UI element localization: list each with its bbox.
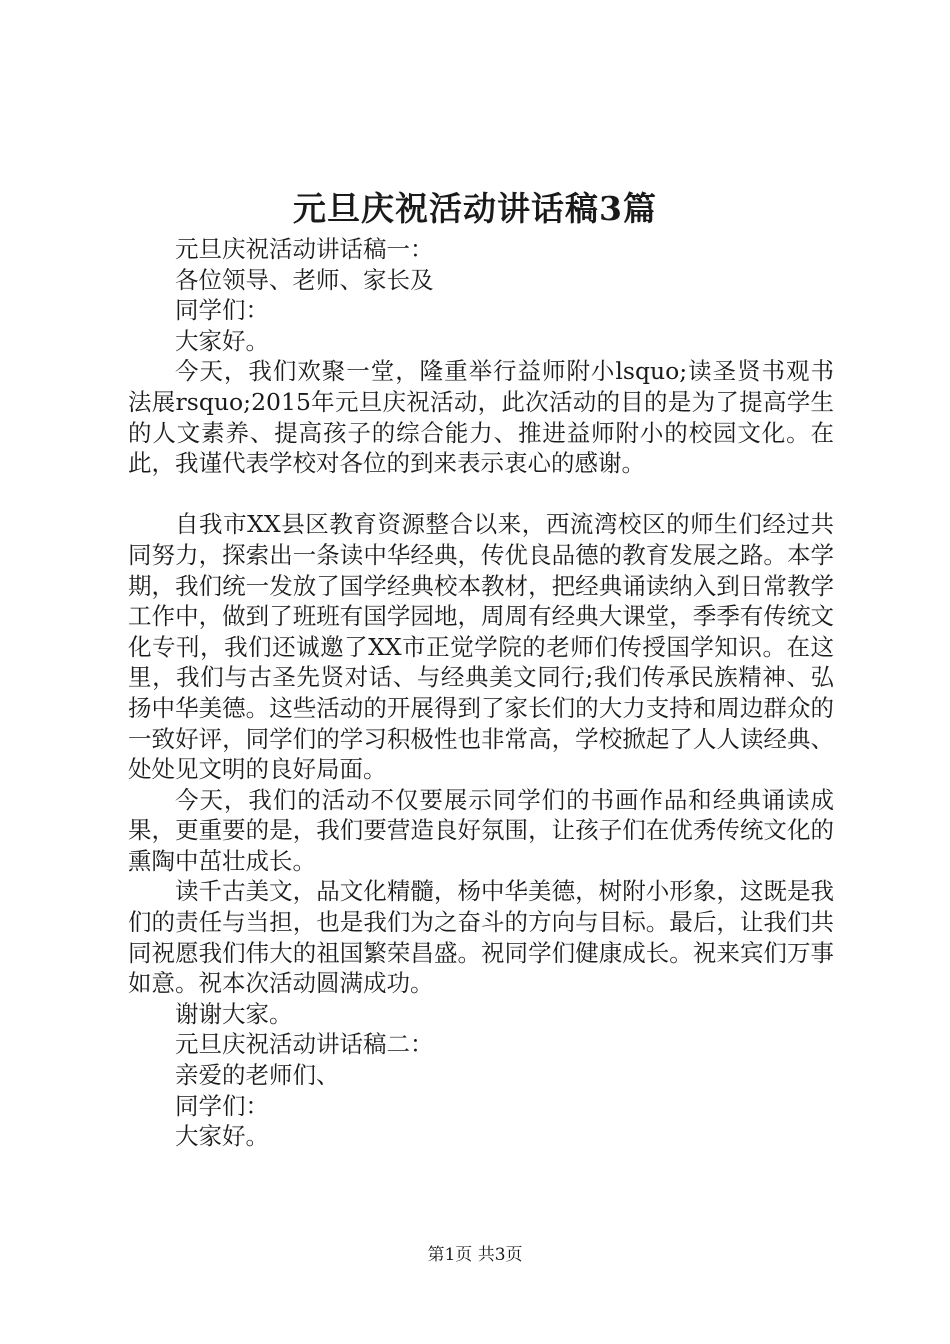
greeting-line: 大家好。 (175, 326, 269, 355)
closing-line: 谢谢大家。 (175, 999, 293, 1028)
salutation-line: 亲爱的老师们、 (175, 1061, 340, 1090)
salutation-line: 同学们： (175, 1091, 269, 1120)
document-title: 元旦庆祝活动讲话稿3篇 (293, 189, 657, 228)
section-heading: 元旦庆祝活动讲话稿一： (175, 235, 434, 263)
body-paragraph: 自我市XX县区教育资源整合以来，西流湾校区的师生们经过共同努力，探索出一条读中华经典，传优良品德的教育发展之路。本学期，我们统一发放了国学经典校本教材，把经典诵读纳入到日常教学工作中，做到了班班有国学园地，周周有经典大课堂，季季有传统文化专刊，我们还诚邀了XX市正觉学院的老师们传授国学知识。在这里，我们与古圣先贤对话、与经典美文同行;我们传承民族精神、弘扬中华美德。这些活动的开展得到了家长们的大力支持和周边群众的一致好评，同学们的学习积极性也非常高，学校掀起了人人读经典、处处见文明的良好局面。 (128, 510, 834, 784)
body-paragraph: 今天，我们欢聚一堂，隆重举行益师附小lsquo;读圣贤书观书法展rsquo;2015年元旦庆祝活动，此次活动的目的是为了提高学生的人文素养、提高孩子的综合能力、推进益师附小的校园文化。在此，我谨代表学校对各位的到来表示衷心的感谢。 (128, 357, 834, 478)
salutation-line: 同学们： (175, 296, 269, 325)
greeting-line: 大家好。 (175, 1122, 269, 1151)
section-heading: 元旦庆祝活动讲话稿二： (175, 1030, 434, 1059)
document-body (128, 234, 834, 1152)
salutation-line: 各位领导、老师、家长及 (175, 265, 434, 294)
body-paragraph: 读千古美文，品文化精髓，杨中华美德，树附小形象，这既是我们的责任与当担，也是我们为之奋斗的方向与目标。最后，让我们共同祝愿我们伟大的祖国繁荣昌盛。祝同学们健康成长。祝来宾们万事如意。祝本次活动圆满成功。 (128, 877, 834, 998)
body-paragraph: 今天，我们的活动不仅要展示同学们的书画作品和经典诵读成果，更重要的是，我们要营造良好氛围，让孩子们在优秀传统文化的熏陶中茁壮成长。 (128, 785, 834, 875)
page-footer: 第1页 共3页 (427, 1245, 523, 1265)
